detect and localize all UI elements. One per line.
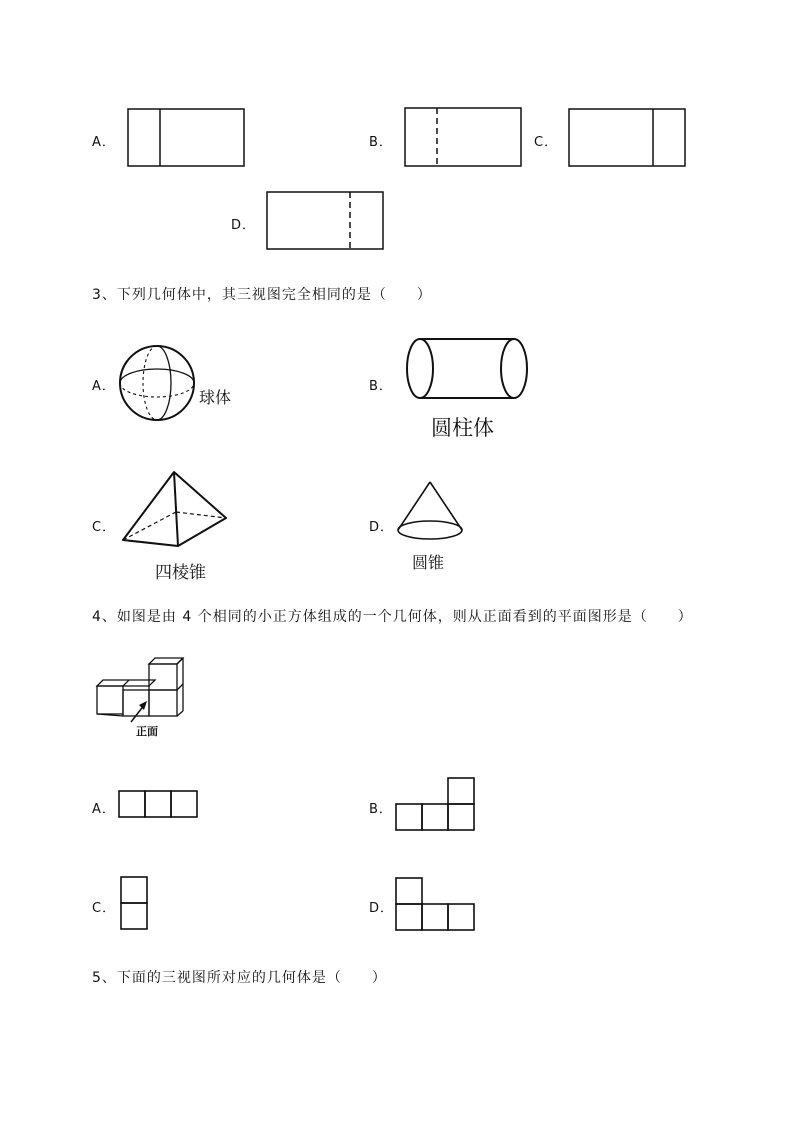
q4-option-d-figure xyxy=(395,877,477,933)
sphere-icon xyxy=(118,344,198,424)
q4-stem: 4、如图是由 4 个相同的小正方体组成的一个几何体，则从正面看到的平面图形是（ ） xyxy=(92,609,693,625)
q3-option-c-caption: 四棱锥 xyxy=(155,563,206,583)
cone-icon xyxy=(396,480,466,544)
q3-option-d-caption: 圆锥 xyxy=(412,553,445,572)
q2-option-b-figure xyxy=(404,107,522,167)
q2-option-a-figure xyxy=(127,108,245,168)
q2-option-a-label[interactable]: A． xyxy=(92,135,116,150)
q3-option-a-label[interactable]: A． xyxy=(92,379,116,394)
q2-option-b-label[interactable]: B． xyxy=(369,135,393,150)
q2-option-c-figure xyxy=(568,108,686,168)
q5-stem: 5、下面的三视图所对应的几何体是（ ） xyxy=(92,970,387,986)
q2-option-c-label[interactable]: C． xyxy=(534,135,559,150)
q3-option-c-label[interactable]: C． xyxy=(92,520,117,535)
q3-stem: 3、下列几何体中，其三视图完全相同的是（ ） xyxy=(92,287,432,303)
q4-option-a-label[interactable]: A． xyxy=(92,802,116,817)
q4-option-a-figure xyxy=(118,790,200,820)
pyramid-icon xyxy=(120,470,230,550)
q4-option-c-figure xyxy=(120,876,150,932)
q4-option-b-figure xyxy=(395,777,477,833)
q4-option-b-label[interactable]: B． xyxy=(369,802,393,817)
q4-figure-label: 正面 xyxy=(136,725,158,738)
q4-option-c-label[interactable]: C． xyxy=(92,901,117,916)
q4-option-d-label[interactable]: D． xyxy=(369,901,395,916)
q2-option-d-figure xyxy=(266,191,384,251)
cylinder-icon xyxy=(406,337,530,401)
q3-option-a-caption: 球体 xyxy=(199,388,232,407)
q3-option-d-label[interactable]: D． xyxy=(369,520,395,535)
q3-option-b-caption: 圆柱体 xyxy=(431,416,494,440)
q3-option-b-label[interactable]: B． xyxy=(369,379,393,394)
q2-option-d-label[interactable]: D． xyxy=(231,218,257,233)
